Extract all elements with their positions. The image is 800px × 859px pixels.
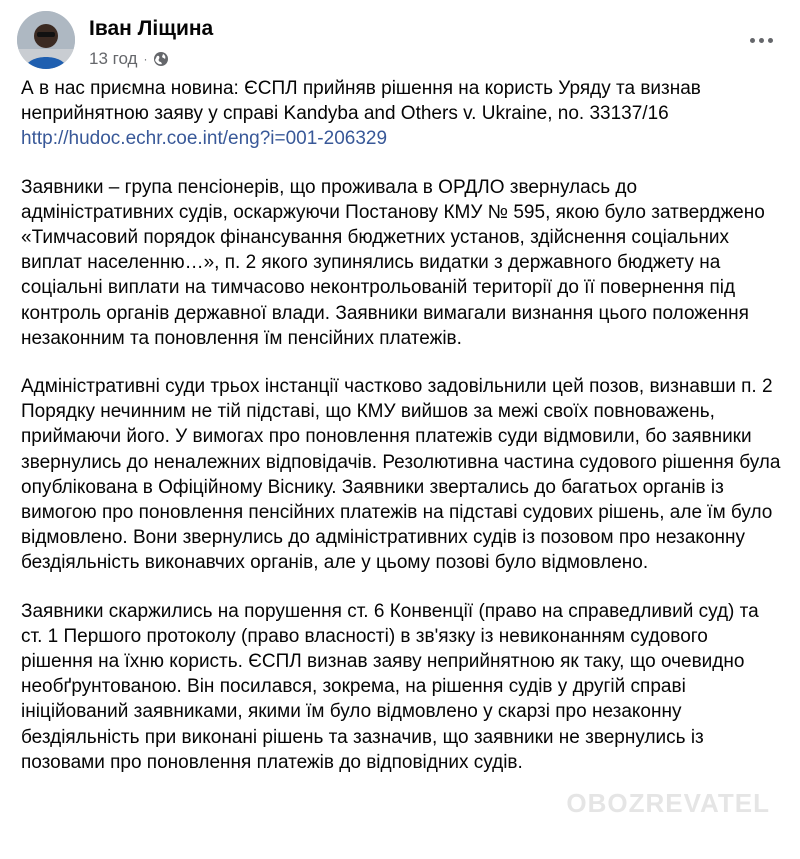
post-paragraph-2: Заявники – група пенсіонерів, що проживала в ОРДЛО звернулась до адміністративних судів, оскаржуючи Постанову КМУ № 595, якою було затверджено «Тимчасовий порядок фінансування бюджетних установ, здійснення соціальних виплат населенню…», п. 2 якого зупинялись видатки з державного бюджету на соціальні виплати на тимчасово неконтрольованій території до її повернення під контроль органів державної влади. Заявники вимагали визнання цього положення незаконним та поновлення їм пенсійних платежів. (21, 176, 765, 349)
dot (759, 38, 764, 43)
dot (750, 38, 755, 43)
hudoc-link[interactable]: http://hudoc.echr.coe.int/eng?i=001-206329 (21, 128, 388, 150)
avatar-photo (17, 11, 75, 69)
separator-dot: · (143, 52, 148, 66)
post-body (21, 76, 781, 798)
post-paragraph-1 (21, 76, 781, 152)
post-paragraph-4: Заявники скаржились на порушення ст. 6 Конвенції (право на справедливий суд) та ст. 1 Першого протоколу (право власності) в зв'язку із невиконанням судового рішення на їхню користь. ЄСПЛ визнав заяву неприйнятною як таку, що очевидно необґрунтованою. Він посилався, зокрема, на рішення судів у другій справі ініційований заявниками, якими їм було відмовлено у скарзі про незаконну бездіяльність при виконані рішень та зазначив, що заявники не звернулись із позовами про поновлення платежів до відповідних судів. (21, 600, 759, 773)
watermark: OBOZREVATEL (566, 788, 770, 818)
post-header (17, 11, 783, 71)
post-meta (89, 49, 169, 69)
more-dots-icon[interactable] (743, 29, 779, 51)
dot (768, 38, 773, 43)
avatar[interactable] (17, 11, 75, 69)
post-time[interactable]: 13 год (89, 49, 138, 68)
paragraph-text: А в нас приємна новина: ЄСПЛ прийняв рішення на користь Уряду та визнав неприйнятною заяву у справі Kandyba and Others v. Ukraine, no. 33137/16 (21, 78, 701, 125)
author-name[interactable]: Іван Ліщина (89, 17, 214, 40)
globe-icon[interactable] (153, 51, 169, 67)
post-paragraph-3: Адміністративні суди трьох інстанції частково задовільнили цей позов, визнавши п. 2 Порядку нечинним не тій підставі, що КМУ вийшов за межі своїх повноважень, приймаючи його. У вимогах про поновлення платежів суди відмовили, бо заявники звернулись до неналежних відповідачів. Резолютивна частина судового рішення була опублікована в Офіційному Віснику. Заявники звертались до багатьох органів із вимогою про поновлення пенсійних платежів на підставі судових рішень, але їм було відмовлено. Вони звернулись до адміністративних судів із позовом про незаконну бездіяльність виконавчих органів, але у цьому позові було відмовлено. (21, 376, 781, 574)
